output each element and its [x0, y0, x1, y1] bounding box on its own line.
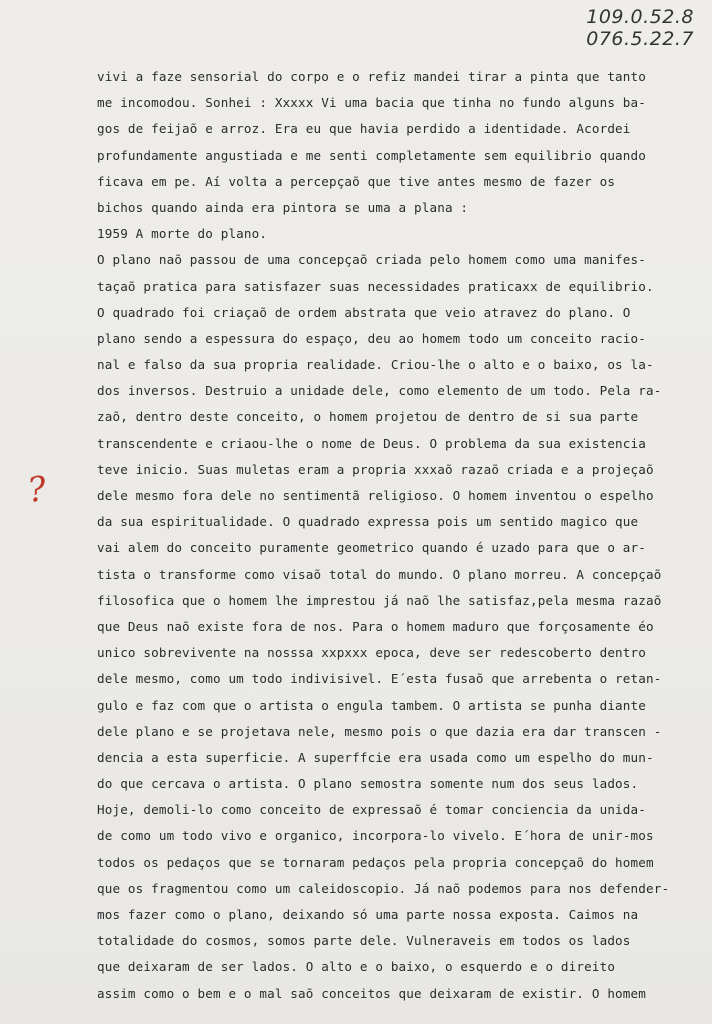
text-line: gos de feijaõ e arroz. Era eu que havia perdido a identidade. Acordei — [97, 121, 631, 137]
text-line: que deixaram de ser lados. O alto e o baixo, o esquerdo e o direito — [97, 959, 616, 975]
text-line: Hoje, demoli-lo como conceito de expressaõ é tomar conciencia da unida- — [97, 802, 646, 818]
text-line: ficava em pe. Aí volta a percepçaõ que tive antes mesmo de fazer os — [97, 173, 616, 189]
reference-number-bottom: 076.5.22.7 — [586, 28, 694, 50]
text-line: plano sendo a espessura do espaço, deu ao homem todo um conceito racio- — [97, 330, 646, 346]
typewritten-text — [97, 64, 670, 1007]
text-line: unico sobrevivente na nosssa xxpxxx epoca, deve ser redescoberto dentro — [97, 645, 646, 661]
text-line: teve inicio. Suas muletas eram a propria xxxaõ razaõ criada e a projeçaõ — [97, 461, 654, 477]
text-line: dencia a esta superficie. A superffcie era usada como um espelho do mun- — [97, 749, 654, 765]
text-line: assim como o bem e o mal saõ conceitos que deixaram de existir. O homem — [97, 985, 646, 1001]
text-line: transcendente e criaou-lhe o nome de Deus. O problema da sua existencia — [97, 435, 646, 451]
text-line: dele plano e se projetava nele, mesmo pois o que dazia era dar transcen - — [97, 723, 662, 739]
reference-number-top: 109.0.52.8 — [586, 6, 694, 28]
section-heading: 1959 A morte do plano. — [97, 226, 268, 242]
text-line: O plano naõ passou de uma concepçaõ criada pelo homem como uma manifes- — [97, 252, 646, 268]
text-line: nal e falso da sua propria realidade. Criou-lhe o alto e o baixo, os la- — [97, 357, 654, 373]
text-line: de como um todo vivo e organico, incorpora-lo vivelo. E´hora de unir-mos — [97, 828, 654, 844]
text-line: zaõ, dentro deste conceito, o homem projetou de dentro de si sua parte — [97, 409, 639, 425]
margin-question-mark: ? — [25, 468, 49, 512]
text-line: tista o transforme como visaõ total do mundo. O plano morreu. A concepçaõ — [97, 566, 662, 582]
text-line: profundamente angustiada e me senti completamente sem equilibrio quando — [97, 147, 646, 163]
text-line: todos os pedaços que se tornaram pedaços pela propria concepçaõ do homem — [97, 854, 654, 870]
text-line: taçaõ pratica para satisfazer suas necessidades praticaxx de equilibrio. — [97, 278, 654, 294]
text-line: que Deus naõ existe fora de nos. Para o homem maduro que forçosamente éo — [97, 618, 654, 634]
text-line: mos fazer como o plano, deixando só uma parte nossa exposta. Caimos na — [97, 907, 639, 922]
text-line: filosofica que o homem lhe imprestou já naõ lhe satisfaz,pela mesma razaõ — [97, 592, 662, 608]
text-line: que os fragmentou como um caleidoscopio. Já naõ podemos para nos defender- — [97, 880, 670, 896]
text-line: da sua espiritualidade. O quadrado expressa pois um sentido magico que — [97, 514, 639, 530]
text-line: dele mesmo fora dele no sentimentã religioso. O homem inventou o espelho — [97, 488, 654, 503]
text-line: vai alem do conceito puramente geometrico quando é uzado para que o ar- — [97, 540, 646, 556]
text-line: dos inversos. Destruio a unidade dele, como elemento de um todo. Pela ra- — [97, 383, 662, 399]
text-line: do que cercava o artista. O plano semostra somente num dos seus lados. — [97, 776, 639, 792]
text-line: totalidade do cosmos, somos parte dele. Vulneraveis em todos os lados — [97, 933, 631, 949]
text-line: gulo e faz com que o artista o engula tambem. O artista se punha diante — [97, 697, 646, 713]
text-line: dele mesmo, como um todo indivisivel. E´esta fusaõ que arrebenta o retan- — [97, 671, 662, 687]
text-line: vivi a faze sensorial do corpo e o refiz mandei tirar a pinta que tanto — [97, 69, 646, 84]
text-line: O quadrado foi criaçaõ de ordem abstrata que veio atravez do plano. O — [97, 304, 631, 320]
text-line: me incomodou. Sonhei : Xxxxx Vi uma bacia que tinha no fundo alguns ba- — [97, 95, 646, 111]
text-line: bichos quando ainda era pintora se uma a plana : — [97, 199, 469, 215]
